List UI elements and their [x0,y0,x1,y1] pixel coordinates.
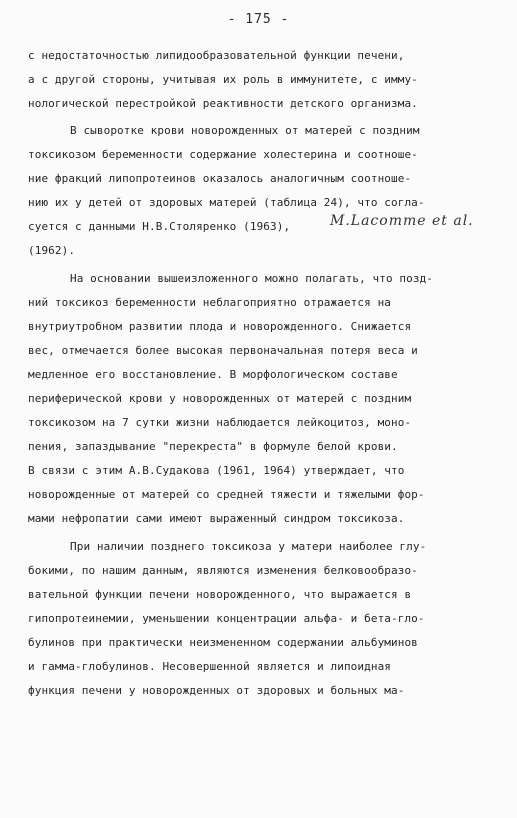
text-line: суется с данными Н.В.Столяренко (1963), [28,220,291,233]
text-line: токсикозом беременности содержание холестерина и соотноше- [28,148,418,161]
handwritten-insert: M.Lacomme et al. [330,213,474,229]
text-line: ний токсикоз беременности неблагоприятно отражается на [28,296,392,309]
text-line: На основании вышеизложенного можно полагать, что позд- [70,272,434,285]
text-line: новорожденные от матерей со средней тяжести и тяжелыми фор- [28,488,425,501]
text-line: а с другой стороны, учитывая их роль в иммунитете, с имму- [28,73,418,86]
text-line: внутриутробном развитии плода и новорожденного. Снижается [28,320,412,333]
text-line: вес, отмечается более высокая первоначальная потеря веса и [28,344,418,357]
text-line: функция печени у новорожденных от здоровых и больных ма- [28,684,405,697]
text-line: мами нефропатии сами имеют выраженный синдром токсикоза. [28,512,405,525]
text-line: нию их у детей от здоровых матерей (таблица 24), что согла- [28,196,425,209]
text-line: В связи с этим А.В.Судакова (1961, 1964) утверждает, что [28,464,405,477]
text-line: При наличии позднего токсикоза у матери наиболее глу- [70,540,427,553]
text-line: гипопротеинемии, уменьшении концентрации альфа- и бета-гло- [28,612,425,625]
text-line: (1962). [28,244,76,257]
text-line: с недостаточностью липидообразовательной функции печени, [28,49,405,62]
text-line: ние фракций липопротеинов оказалось аналогичным соотноше- [28,172,412,185]
text-line: В сыворотке крови новорожденных от матерей с поздним [70,124,420,137]
text-line: токсикозом на 7 сутки жизни наблюдается лейкоцитоз, моно- [28,416,412,429]
text-line: вательной функции печени новорожденного, что выражается в [28,588,412,601]
text-line: и гамма-глобулинов. Несовершенной является и липоидная [28,660,392,673]
text-line: периферической крови у новорожденных от матерей с поздним [28,392,412,405]
text-line: нологической перестройкой реактивности детского организма. [28,97,418,110]
text-line: булинов при практически неизмененном содержании альбуминов [28,636,418,649]
text-line: бокими, по нашим данным, являются изменения белковообразо- [28,564,418,577]
text-line: медленное его восстановление. В морфологическом составе [28,368,398,381]
page-number: - 175 - [227,12,290,27]
text-line: пения, запаздывание "перекреста" в формуле белой крови. [28,440,398,453]
